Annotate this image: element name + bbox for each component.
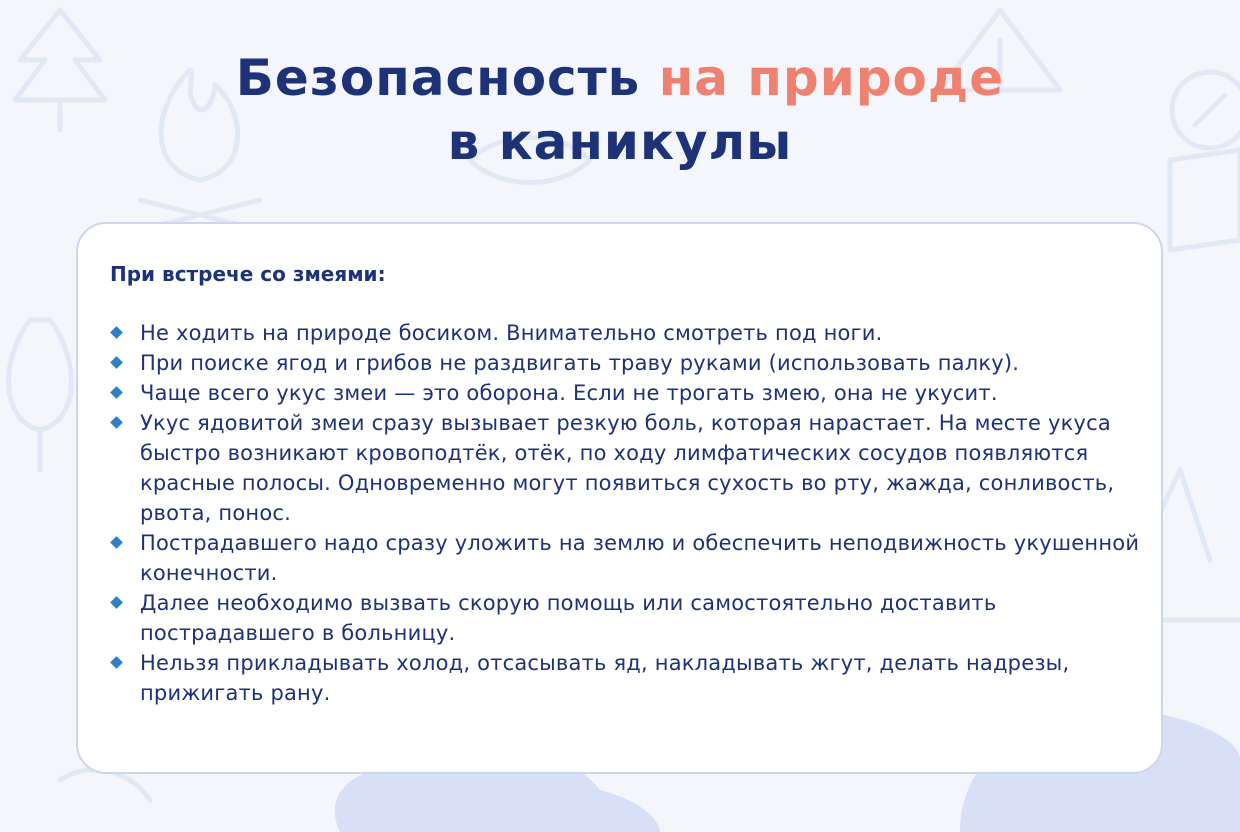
title-line-2: в каникулы bbox=[447, 113, 793, 171]
page-title bbox=[0, 46, 1240, 174]
diamond-bullet-icon bbox=[110, 656, 123, 669]
diamond-bullet-icon bbox=[110, 386, 123, 399]
info-card bbox=[76, 222, 1163, 774]
diamond-bullet-icon bbox=[110, 356, 123, 369]
list-item-text: Чаще всего укус змеи — это оборона. Если не трогать змею, она не укусит. bbox=[140, 381, 998, 405]
list-item-text: Не ходить на природе босиком. Внимательно смотреть под ноги. bbox=[140, 321, 883, 345]
list-item bbox=[108, 588, 1148, 648]
diamond-bullet-icon bbox=[110, 536, 123, 549]
card-heading: При встрече со змеями: bbox=[110, 262, 386, 286]
list-item-text: Пострадавшего надо сразу уложить на землю и обеспечить неподвижность укушенной конечности. bbox=[140, 531, 1140, 585]
list-item-text: Укус ядовитой змеи сразу вызывает резкую боль, которая нарастает. На месте укуса быстро возникают кровоподтёк, отёк, по ходу лимфатических сосудов появляются красные полосы. Одновременно могут появиться сухость во рту, жажда, сонливость, рвота, понос. bbox=[140, 411, 1115, 525]
diamond-bullet-icon bbox=[110, 326, 123, 339]
list-item-text: При поиске ягод и грибов не раздвигать траву руками (использовать палку). bbox=[140, 351, 1020, 375]
list-item bbox=[108, 318, 1148, 348]
diamond-bullet-icon bbox=[110, 596, 123, 609]
diamond-bullet-icon bbox=[110, 416, 123, 429]
list-item bbox=[108, 408, 1148, 528]
title-part-1: Безопасность bbox=[235, 49, 659, 107]
list-item bbox=[108, 348, 1148, 378]
safety-list bbox=[108, 318, 1148, 708]
list-item bbox=[108, 648, 1148, 708]
list-item bbox=[108, 528, 1148, 588]
list-item-text: Далее необходимо вызвать скорую помощь или самостоятельно доставить пострадавшего в больницу. bbox=[140, 591, 997, 645]
title-accent: на природе bbox=[658, 49, 1005, 107]
tree-icon bbox=[9, 320, 72, 470]
list-item-text: Нельзя прикладывать холод, отсасывать яд, накладывать жгут, делать надрезы, прижигать рану. bbox=[140, 651, 1070, 705]
paddle-icon bbox=[60, 770, 150, 800]
list-item bbox=[108, 378, 1148, 408]
